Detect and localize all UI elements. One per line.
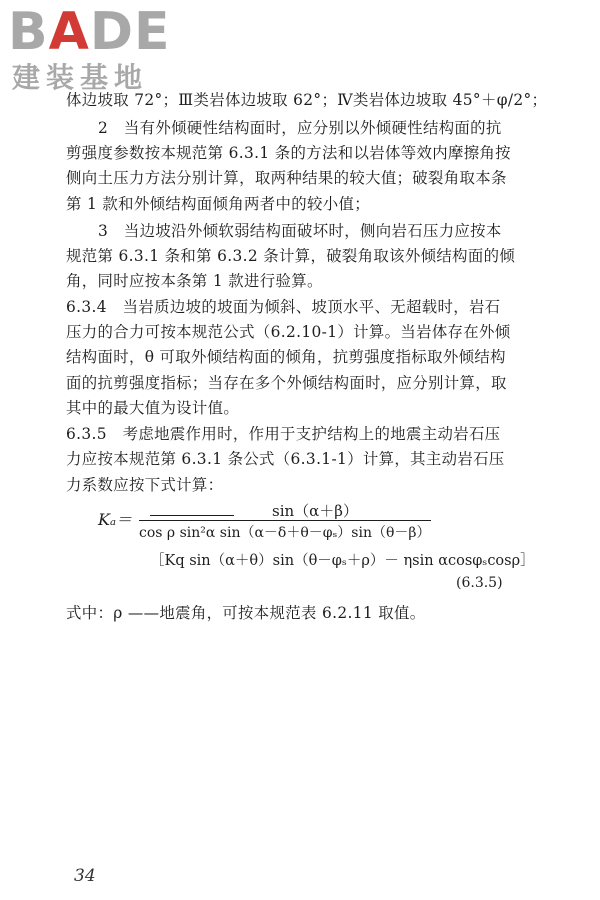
logo-wordmark	[8, 4, 171, 60]
formula-bracket-term: ［Kq sin（α＋θ）sin（θ－φₛ＋ρ）－ ηsin αcosφₛcosρ］	[150, 553, 535, 569]
text-line-5: 第 1 款和外倾结构面倾角两者中的较小值；	[66, 195, 370, 213]
clause-6-3-5-line-1: 6.3.5 考虑地震作用时，作用于支护结构上的地震主动岩石压	[66, 425, 501, 443]
formula-lhs: Kₐ＝	[98, 510, 132, 529]
text-line-6: 3 当边坡沿外倾软弱结构面破坏时，侧向岩石压力应按本	[98, 222, 502, 240]
text-line-2: 2 当有外倾硬性结构面时，应分别以外倾硬性结构面的抗	[98, 119, 502, 137]
logo	[8, 4, 178, 96]
clause-6-3-5-line-3: 力系数应按下式计算：	[66, 476, 224, 494]
formula-lhs-rule	[150, 515, 234, 516]
formula-denominator: cos ρ sin²α sin（α－δ＋θ－φₛ）sin（θ－β）	[139, 525, 431, 541]
logo-subtitle: 建装基地	[12, 61, 149, 94]
formula-number: (6.3.5)	[456, 575, 503, 591]
text-line-8: 角，同时应按本条第 1 款进行验算。	[66, 272, 323, 290]
clause-6-3-4-line-4: 面的抗剪强度指标；当存在多个外倾结构面时，应分别计算，取	[66, 374, 507, 392]
text-line-7: 规范第 6.3.1 条和第 6.3.2 条计算，破裂角取该外倾结构面的倾	[66, 247, 516, 265]
text-line-3: 剪强度参数按本规范第 6.3.1 条的方法和以岩体等效内摩擦角按	[66, 144, 511, 162]
clause-6-3-4-line-5: 其中的最大值为设计值。	[66, 399, 240, 417]
clause-6-3-4-line-1: 6.3.4 当岩质边坡的坡面为倾斜、坡顶水平、无超载时，岩石	[66, 298, 501, 316]
clause-6-3-5-line-2: 力应按本规范第 6.3.1 条公式（6.3.1-1）计算，其主动岩石压	[66, 450, 505, 468]
logo-letters-de: DE	[89, 2, 171, 62]
formula-numerator: sin（α＋β）	[272, 502, 358, 520]
where-line: 式中：ρ ——地震角，可按本规范表 6.2.11 取值。	[66, 604, 426, 622]
text-line-1: 体边坡取 72°；Ⅲ类岩体边坡取 62°；Ⅳ类岩体边坡取 45°＋φ/2°；	[66, 91, 548, 109]
formula-fraction-bar	[139, 520, 431, 521]
logo-letter-a: A	[48, 2, 90, 62]
logo-letter-b: B	[8, 2, 49, 62]
clause-6-3-4-line-3: 结构面时，θ 可取外倾结构面的倾角，抗剪强度指标取外倾结构	[66, 348, 506, 366]
clause-6-3-4-line-2: 压力的合力可按本规范公式（6.2.10-1）计算。当岩体存在外倾	[66, 323, 511, 341]
text-line-4: 侧向土压力方法分别计算，取两种结果的较大值；破裂角取本条	[66, 169, 507, 187]
page-number: 34	[74, 866, 96, 886]
